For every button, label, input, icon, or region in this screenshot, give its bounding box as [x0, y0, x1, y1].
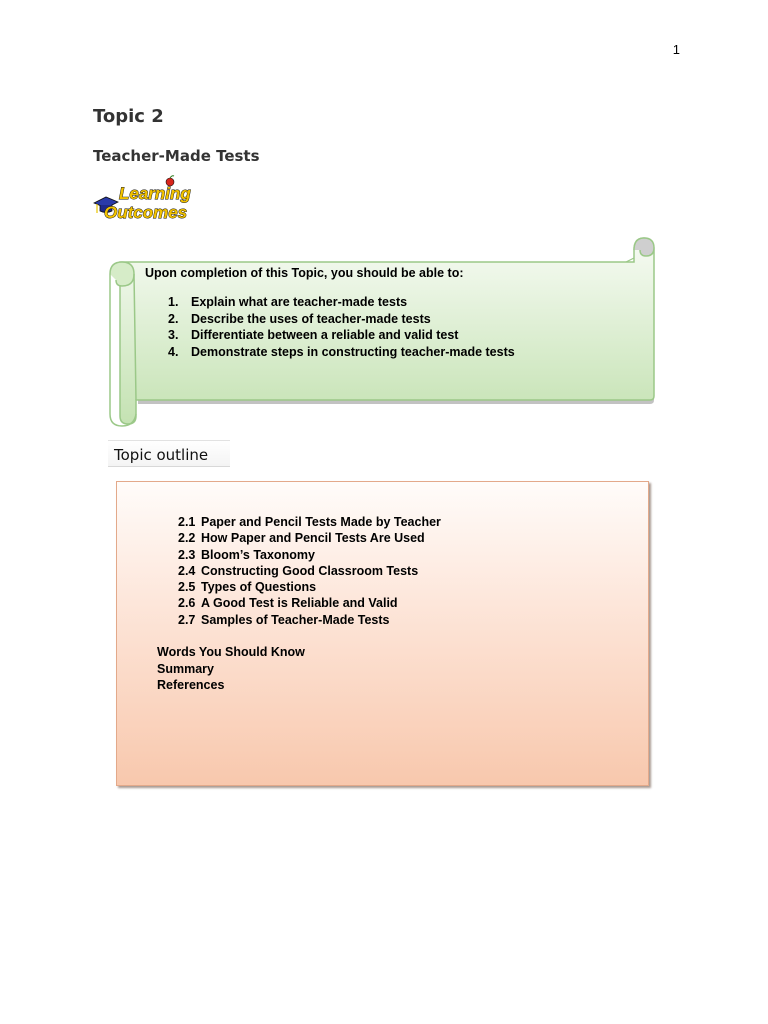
outline-section [178, 530, 441, 546]
logo-line2: Outcomes [104, 203, 188, 222]
outcome-number: 1. [168, 295, 179, 309]
outline-section [178, 579, 441, 595]
page-number: 1 [672, 42, 680, 57]
outline-sections [178, 514, 441, 628]
section-title: Types of Questions [201, 580, 317, 595]
learning-outcomes-logo [92, 175, 202, 225]
outcome-text: Differentiate between a reliable and valid test [191, 328, 459, 342]
section-number: 2.5 [178, 580, 196, 595]
outcomes-list [145, 294, 625, 360]
outcome-text: Demonstrate steps in constructing teacher-made tests [191, 344, 515, 359]
section-number: 2.1 [178, 515, 196, 529]
topic-outline-box [116, 481, 649, 786]
outcome-text: Describe the uses of teacher-made tests [191, 311, 431, 326]
outline-section [178, 547, 441, 563]
topic-heading: Topic 2 [93, 106, 164, 127]
section-number: 2.6 [178, 596, 196, 611]
outline-extra-words: Words You Should Know [157, 645, 305, 659]
section-number: 2.3 [178, 547, 196, 562]
section-title: A Good Test is Reliable and Valid [201, 596, 398, 611]
outcome-number: 2. [168, 311, 179, 326]
outcomes-intro: Upon completion of this Topic, you should be able to: [145, 266, 464, 280]
logo-line1: Learning [119, 184, 191, 203]
outcome-number: 3. [168, 328, 179, 342]
section-title: How Paper and Pencil Tests Are Used [201, 531, 425, 546]
section-title: Constructing Good Classroom Tests [201, 563, 419, 578]
topic-outline-label: Topic outline [108, 440, 230, 467]
section-title: Bloom’s Taxonomy [201, 547, 315, 562]
outcome-item [168, 311, 625, 328]
section-title: Paper and Pencil Tests Made by Teacher [201, 515, 441, 529]
outcome-item [168, 294, 625, 311]
outcomes-content [145, 266, 625, 360]
section-title: Samples of Teacher-Made Tests [201, 612, 390, 627]
outcome-item [168, 327, 625, 344]
section-number: 2.4 [178, 563, 196, 578]
outline-section [178, 514, 441, 530]
outcome-text: Explain what are teacher-made tests [191, 295, 408, 309]
outline-section [178, 595, 441, 611]
outline-extra-summary: Summary [157, 661, 214, 676]
section-number: 2.2 [178, 531, 196, 546]
outline-extras [157, 644, 305, 694]
topic-title: Teacher-Made Tests [93, 147, 260, 165]
outline-section [178, 612, 441, 628]
section-number: 2.7 [178, 612, 196, 627]
outline-section [178, 563, 441, 579]
outcome-number: 4. [168, 344, 179, 359]
outcome-item [168, 344, 625, 361]
outline-extra-references: References [157, 678, 225, 693]
